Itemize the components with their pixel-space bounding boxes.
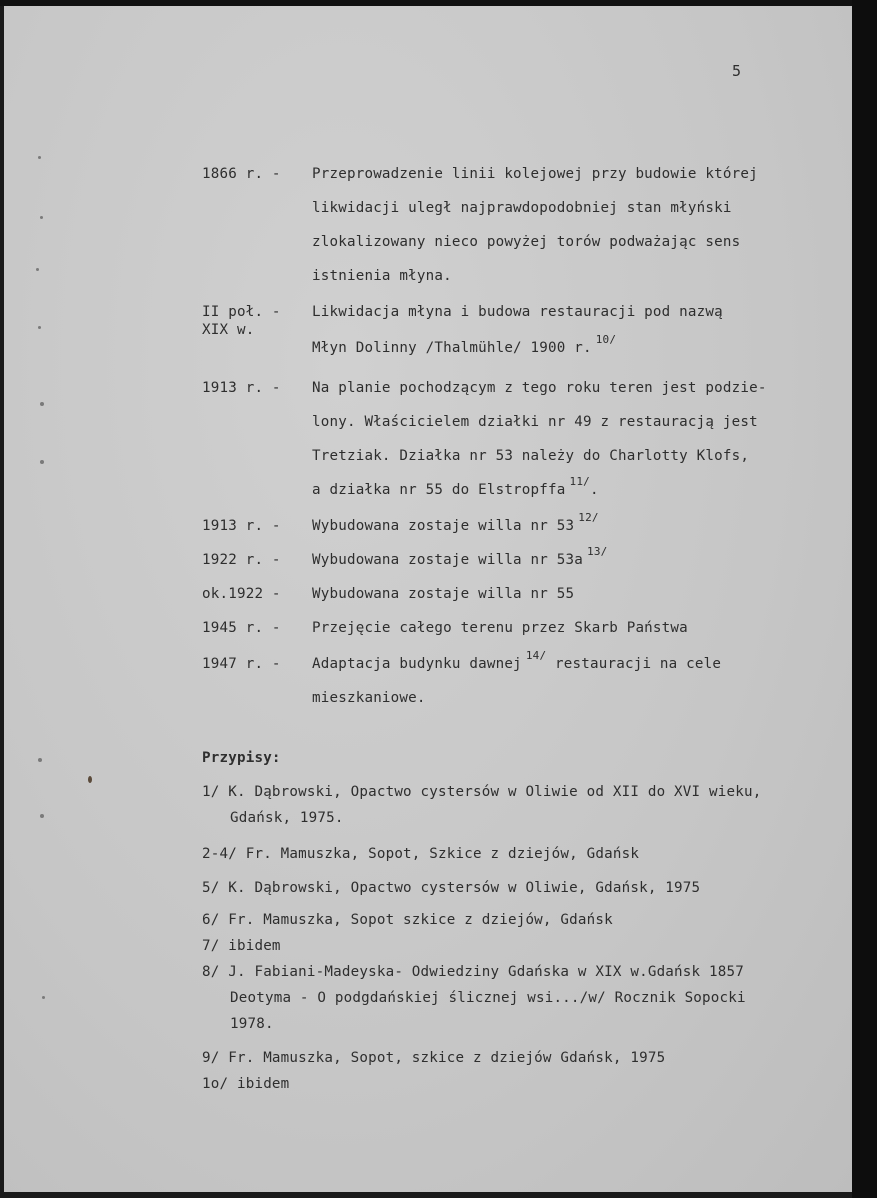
footnote-ref: 11/ xyxy=(569,475,590,488)
footnote-line: 2-4/ Fr. Mamuszka, Sopot, Szkice z dziejów, Gdańsk xyxy=(202,846,640,862)
scan-speck xyxy=(40,460,44,464)
entry-date: 1866 r. - xyxy=(202,166,281,182)
footnote-line: 1/ K. Dąbrowski, Opactwo cystersów w Oliwie od XII do XVI wieku, xyxy=(202,784,762,800)
footnote-line: 1978. xyxy=(230,1016,274,1032)
footnotes-title: Przypisy: xyxy=(202,750,281,766)
footnote-line: 8/ J. Fabiani-Madeyska- Odwiedziny Gdańska w XIX w.Gdańsk 1857 xyxy=(202,964,744,980)
footnote-line: 9/ Fr. Mamuszka, Sopot, szkice z dziejów Gdańsk, 1975 xyxy=(202,1050,666,1066)
entry-date: 1922 r. - xyxy=(202,552,281,568)
footnote-line: Deotyma - O podgdańskiej ślicznej wsi.../w/ Rocznik Sopocki xyxy=(230,990,746,1006)
entry-text-line xyxy=(312,475,599,498)
entry-text-line: Na planie pochodzącym z tego roku teren jest podzie- xyxy=(312,380,767,396)
footnote-line: 1o/ ibidem xyxy=(202,1076,290,1092)
entry-date: 1947 r. - xyxy=(202,656,281,672)
page-number: 5 xyxy=(732,62,742,80)
document-page xyxy=(4,6,852,1192)
entry-text: Młyn Dolinny /Thalmühle/ 1900 r. xyxy=(312,340,592,356)
entry-text: Wybudowana zostaje willa nr 53 xyxy=(312,518,575,534)
scan-border-right xyxy=(852,0,877,1198)
entry-text-tail: . xyxy=(589,482,599,498)
footnote-ref: 12/ xyxy=(578,511,599,524)
scan-speck xyxy=(88,776,92,783)
entry-text: Adaptacja budynku dawnej xyxy=(312,656,522,672)
entry-text-line: likwidacji uległ najprawdopodobniej stan młyński xyxy=(312,200,732,216)
entry-date: 1913 r. - xyxy=(202,518,281,534)
entry-text-tail: restauracji na cele xyxy=(555,656,722,672)
scan-speck xyxy=(40,814,44,818)
scan-speck xyxy=(40,402,44,406)
scan-speck xyxy=(42,996,45,999)
footnote-line: Gdańsk, 1975. xyxy=(230,810,344,826)
entry-text-line xyxy=(312,511,599,534)
footnote-line: 5/ K. Dąbrowski, Opactwo cystersów w Oliwie, Gdańsk, 1975 xyxy=(202,880,701,896)
entry-text-line xyxy=(312,333,617,356)
scan-speck xyxy=(40,216,43,219)
entry-text-line: Wybudowana zostaje willa nr 55 xyxy=(312,586,575,602)
entry-text-line xyxy=(312,649,722,672)
scan-speck xyxy=(38,758,42,762)
footnote-line: 7/ ibidem xyxy=(202,938,281,954)
footnote-line: 6/ Fr. Mamuszka, Sopot szkice z dziejów, Gdańsk xyxy=(202,912,613,928)
entry-text: a działka nr 55 do Elstropffa xyxy=(312,482,566,498)
entry-text-line xyxy=(312,545,608,568)
scan-speck xyxy=(36,268,39,271)
entry-date-second-line: XIX w. xyxy=(202,322,255,338)
entry-text-line: Przeprowadzenie linii kolejowej przy budowie której xyxy=(312,166,758,182)
entry-text-line: lony. Właścicielem działki nr 49 z restauracją jest xyxy=(312,414,758,430)
entry-text-line: zlokalizowany nieco powyżej torów podważając sens xyxy=(312,234,741,250)
scan-speck xyxy=(38,326,41,329)
footnote-ref: 10/ xyxy=(595,333,617,346)
footnote-ref: 14/ xyxy=(525,649,547,662)
footnote-ref: 13/ xyxy=(587,545,608,558)
entry-date: ok.1922 - xyxy=(202,586,281,602)
entry-text-line: Tretziak. Działka nr 53 należy do Charlotty Klofs, xyxy=(312,448,750,464)
entry-date: 1945 r. - xyxy=(202,620,281,636)
entry-text-line: mieszkaniowe. xyxy=(312,690,426,706)
entry-date: II poł. - xyxy=(202,304,281,320)
entry-text-line: Przejęcie całego terenu przez Skarb Państwa xyxy=(312,620,688,636)
entry-text-line: Likwidacja młyna i budowa restauracji pod nazwą xyxy=(312,304,723,320)
scan-speck xyxy=(38,156,41,159)
entry-date: 1913 r. - xyxy=(202,380,281,396)
entry-text-line: istnienia młyna. xyxy=(312,268,452,284)
entry-text: Wybudowana zostaje willa nr 53a xyxy=(312,552,583,568)
